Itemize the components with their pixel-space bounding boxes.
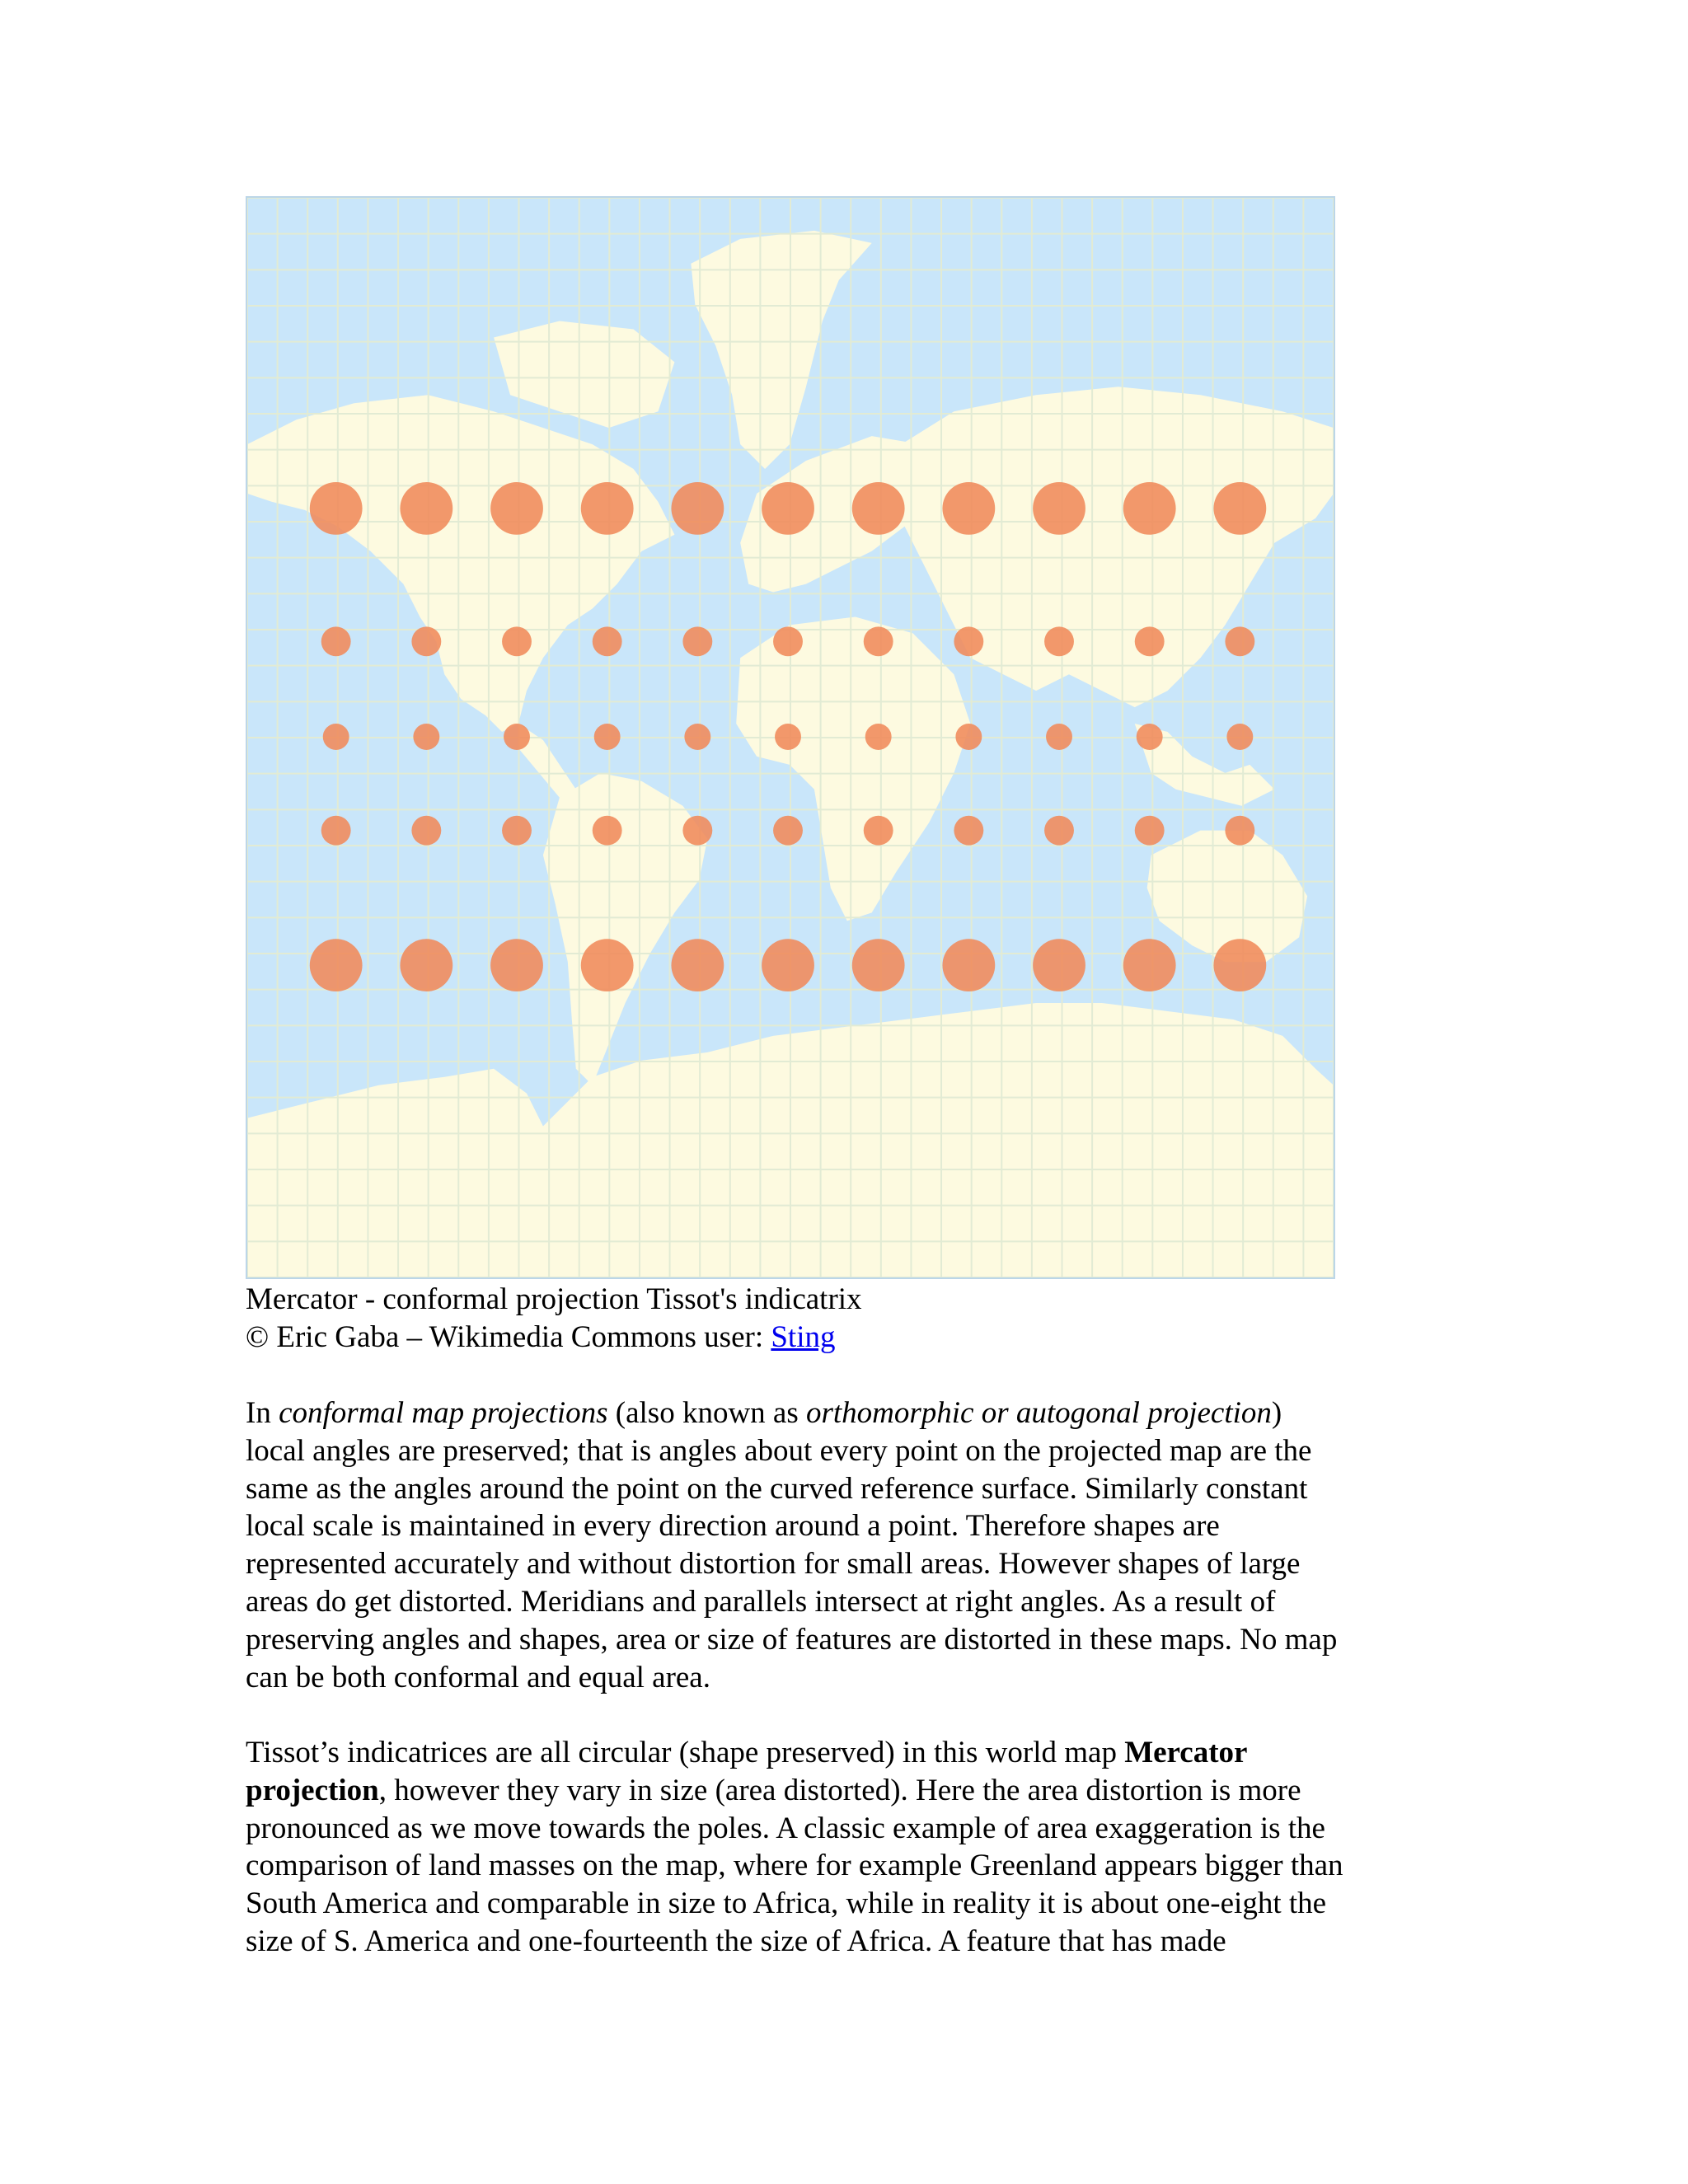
tissot-indicatrix-circle bbox=[671, 482, 724, 535]
text-run: areas do get distorted. Meridians and parallels intersect at right angles. As a result of bbox=[246, 1584, 1276, 1619]
tissot-indicatrix-circle bbox=[1123, 482, 1176, 535]
text-line bbox=[246, 1394, 1465, 1432]
tissot-indicatrix-circle bbox=[321, 626, 351, 656]
bold-term: projection bbox=[246, 1773, 379, 1807]
text-run: , however they vary in size (area distorted). Here the area distortion is more bbox=[378, 1773, 1301, 1807]
tissot-indicatrix-circle bbox=[942, 939, 995, 991]
tissot-indicatrix-circle bbox=[852, 939, 905, 991]
tissot-indicatrix-circle bbox=[413, 724, 439, 750]
tissot-indicatrix-circle bbox=[400, 939, 452, 991]
tissot-indicatrix-circle bbox=[775, 724, 801, 750]
text-run: local angles are preserved; that is angles about every point on the projected map are the bbox=[246, 1433, 1312, 1468]
tissot-indicatrix-circle bbox=[1225, 816, 1254, 846]
tissot-indicatrix-circle bbox=[1135, 626, 1165, 656]
tissot-indicatrix-circle bbox=[400, 482, 452, 535]
tissot-indicatrix-circle bbox=[411, 626, 441, 656]
tissot-indicatrix-circle bbox=[310, 939, 363, 991]
tissot-indicatrix-circle bbox=[773, 816, 803, 846]
tissot-indicatrix-circle bbox=[1213, 939, 1266, 991]
text-line bbox=[246, 1621, 1465, 1659]
tissot-indicatrix-circle bbox=[864, 626, 893, 656]
text-line bbox=[246, 1545, 1465, 1583]
text-line bbox=[246, 1734, 1465, 1772]
tissot-indicatrix-circle bbox=[502, 816, 532, 846]
paragraph-conformal-projections bbox=[246, 1394, 1465, 1696]
tissot-indicatrix-circle bbox=[762, 482, 814, 535]
bold-term: Mercator bbox=[1124, 1736, 1248, 1769]
caption-credit bbox=[246, 1319, 862, 1357]
text-line bbox=[246, 1583, 1465, 1621]
tissot-indicatrix-circle bbox=[954, 626, 983, 656]
text-run: Tissot’s indicatrices are all circular (shape preserved) in this world map bbox=[246, 1736, 1125, 1769]
tissot-indicatrix-circle bbox=[1135, 816, 1165, 846]
text-line bbox=[246, 1432, 1465, 1470]
paragraph-tissot-mercator bbox=[246, 1734, 1465, 1961]
tissot-indicatrix-circle bbox=[1033, 482, 1085, 535]
text-line bbox=[246, 1772, 1465, 1810]
tissot-indicatrix-circle bbox=[762, 939, 814, 991]
tissot-indicatrix-circle bbox=[1033, 939, 1085, 991]
caption-credit-text: © Eric Gaba – Wikimedia Commons user: bbox=[246, 1320, 771, 1354]
tissot-indicatrix-circle bbox=[864, 816, 893, 846]
tissot-indicatrix-circle bbox=[593, 626, 622, 656]
tissot-indicatrix-circle bbox=[321, 816, 351, 846]
text-run: pronounced as we move towards the poles. A classic example of area exaggeration is the bbox=[246, 1811, 1325, 1845]
tissot-indicatrix-circle bbox=[773, 626, 803, 656]
tissot-indicatrix-circle bbox=[1213, 482, 1266, 535]
tissot-indicatrix-circle bbox=[1226, 724, 1253, 750]
tissot-indicatrix-circle bbox=[490, 939, 543, 991]
tissot-indicatrix-circle bbox=[323, 724, 349, 750]
tissot-indicatrix-circle bbox=[1137, 724, 1163, 750]
text-run: represented accurately and without distortion for small areas. However shapes of large bbox=[246, 1547, 1301, 1582]
text-line bbox=[246, 1885, 1465, 1923]
tissot-indicatrix-circle bbox=[682, 626, 712, 656]
text-run: In bbox=[246, 1396, 279, 1430]
text-line bbox=[246, 1659, 1465, 1697]
tissot-indicatrix-circle bbox=[852, 482, 905, 535]
caption-title: Mercator - conformal projection Tissot's indicatrix bbox=[246, 1282, 862, 1316]
tissot-indicatrix-circle bbox=[684, 724, 710, 750]
tissot-indicatrix-circle bbox=[1123, 939, 1176, 991]
tissot-indicatrix-circle bbox=[594, 724, 621, 750]
text-run: South America and comparable in size to Africa, while in reality it is about one-eight the bbox=[246, 1886, 1327, 1921]
tissot-indicatrix-circle bbox=[1044, 626, 1074, 656]
tissot-indicatrix-circle bbox=[955, 724, 982, 750]
text-run: can be both conformal and equal area. bbox=[246, 1660, 710, 1694]
text-run: preserving angles and shapes, area or size of features are distorted in these maps. No map bbox=[246, 1622, 1338, 1657]
text-run: same as the angles around the point on the curved reference surface. Similarly constant bbox=[246, 1471, 1308, 1506]
tissot-indicatrix-circle bbox=[671, 939, 724, 991]
tissot-indicatrix-circle bbox=[1046, 724, 1072, 750]
tissot-indicatrix-circle bbox=[411, 816, 441, 846]
tissot-indicatrix-circle bbox=[942, 482, 995, 535]
tissot-indicatrix-circle bbox=[593, 816, 622, 846]
text-run: (also known as bbox=[607, 1396, 806, 1430]
tissot-indicatrix-circle bbox=[502, 626, 532, 656]
text-line bbox=[246, 1847, 1465, 1885]
tissot-indicatrix-circle bbox=[581, 939, 634, 991]
text-line bbox=[246, 1470, 1465, 1508]
tissot-indicatrix-circle bbox=[504, 724, 530, 750]
sting-user-link[interactable]: Sting bbox=[771, 1320, 836, 1354]
figure-caption bbox=[246, 1281, 862, 1357]
tissot-indicatrix-circle bbox=[682, 816, 712, 846]
tissot-indicatrix-circle bbox=[490, 482, 543, 535]
tissot-indicatrix-circle bbox=[581, 482, 634, 535]
text-line bbox=[246, 1507, 1465, 1545]
text-line bbox=[246, 1810, 1465, 1848]
italic-term: conformal map projections bbox=[279, 1396, 608, 1430]
tissot-indicatrix-circle bbox=[954, 816, 983, 846]
text-line bbox=[246, 1923, 1465, 1961]
tissot-indicatrix-circle bbox=[310, 482, 363, 535]
mercator-map-figure bbox=[246, 196, 1335, 1279]
tissot-indicatrix-circle bbox=[865, 724, 892, 750]
italic-term: orthomorphic or autogonal projection bbox=[805, 1396, 1272, 1430]
tissot-indicatrix-circle bbox=[1225, 626, 1254, 656]
text-run: size of S. America and one-fourteenth the size of Africa. A feature that has made bbox=[246, 1924, 1226, 1958]
tissot-indicatrix-circle bbox=[1044, 816, 1074, 846]
text-run: local scale is maintained in every direction around a point. Therefore shapes are bbox=[246, 1509, 1220, 1544]
mercator-world-map bbox=[247, 198, 1334, 1277]
text-run: ) bbox=[1271, 1396, 1282, 1430]
text-run: comparison of land masses on the map, where for example Greenland appears bigger than bbox=[246, 1849, 1343, 1883]
